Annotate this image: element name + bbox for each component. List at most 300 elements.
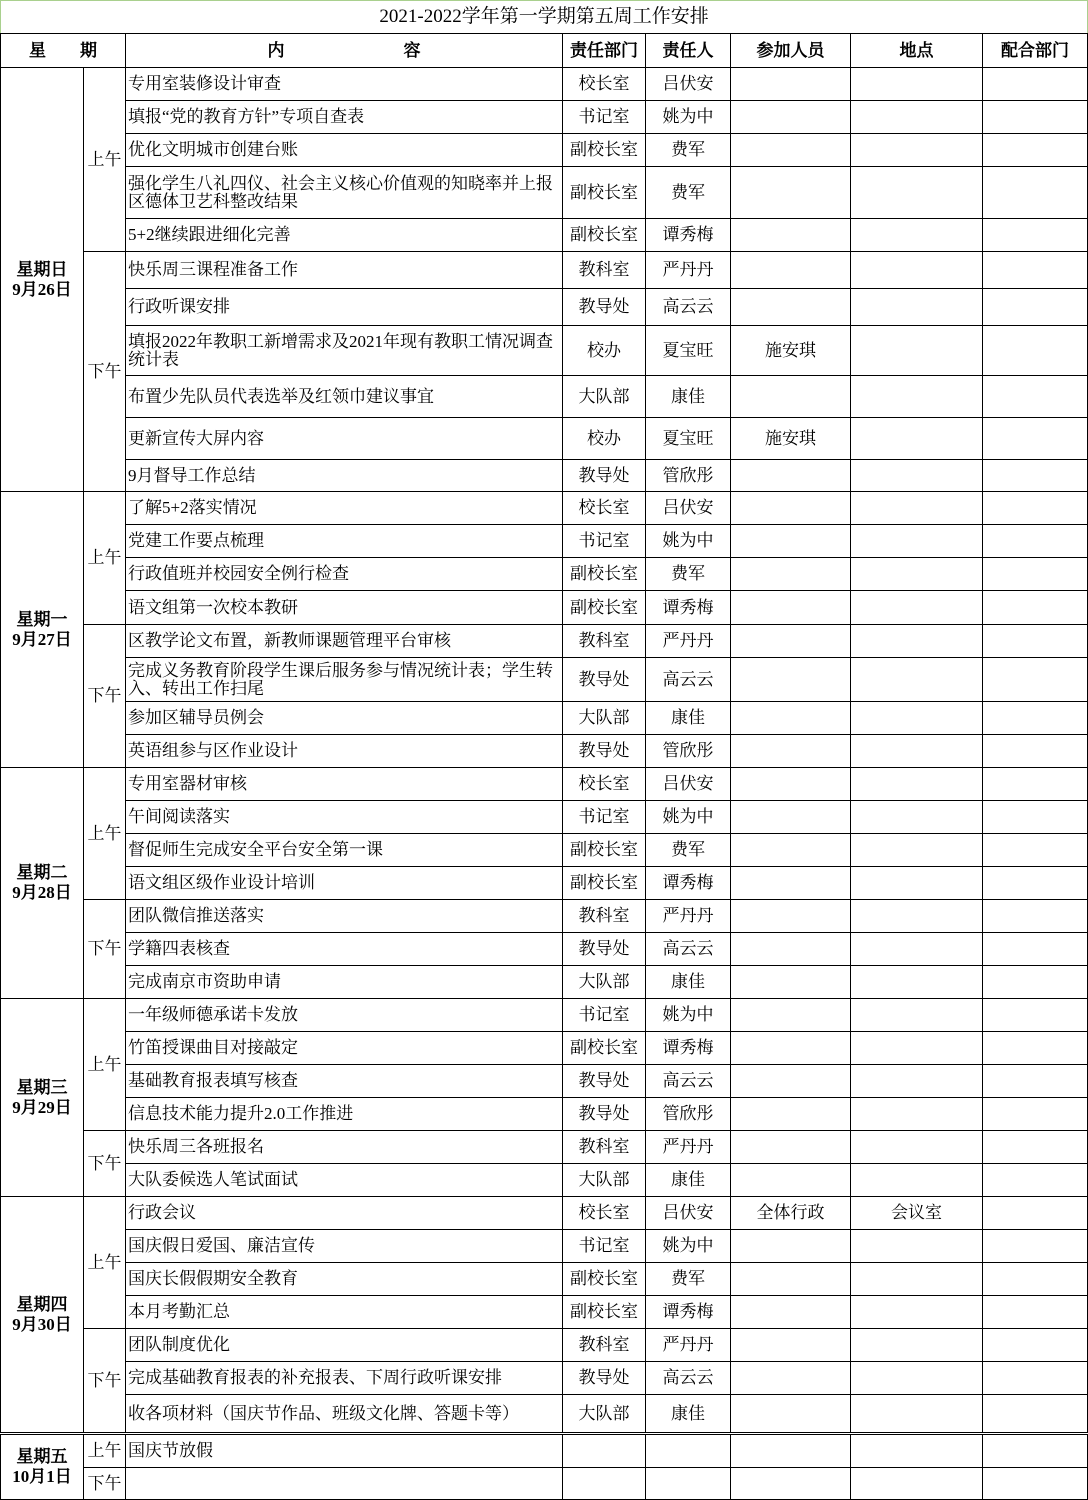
table-row	[1, 999, 1088, 1032]
task-participants	[731, 735, 851, 768]
task-content: 5+2继续跟进细化完善	[126, 219, 563, 252]
task-coop	[983, 134, 1088, 167]
task-coop	[983, 460, 1088, 492]
task-coop	[983, 558, 1088, 591]
task-participants	[731, 1263, 851, 1296]
task-dept: 教科室	[563, 1329, 646, 1362]
task-dept: 教导处	[563, 735, 646, 768]
task-content: 午间阅读落实	[126, 801, 563, 834]
task-content: 督促师生完成安全平台安全第一课	[126, 834, 563, 867]
table-row	[1, 1197, 1088, 1230]
table-row	[1, 134, 1088, 167]
task-person: 高云云	[646, 658, 731, 702]
task-participants	[731, 999, 851, 1032]
task-person: 管欣彤	[646, 735, 731, 768]
task-person: 高云云	[646, 933, 731, 966]
task-participants	[731, 1468, 851, 1500]
task-coop	[983, 1098, 1088, 1131]
task-location	[851, 625, 983, 658]
task-location	[851, 252, 983, 289]
task-participants	[731, 460, 851, 492]
task-location	[851, 1131, 983, 1164]
task-person: 吕伏安	[646, 68, 731, 101]
task-dept: 副校长室	[563, 167, 646, 219]
day-date: 9月30日	[12, 1314, 72, 1334]
task-participants	[731, 625, 851, 658]
task-coop	[983, 1032, 1088, 1065]
table-row	[1, 658, 1088, 702]
task-content: 国庆假日爱国、廉洁宣传	[126, 1230, 563, 1263]
task-content: 语文组区级作业设计培训	[126, 867, 563, 900]
table-row	[1, 1296, 1088, 1329]
task-dept: 教导处	[563, 289, 646, 326]
table-row	[1, 801, 1088, 834]
task-coop	[983, 289, 1088, 326]
day-cell	[1, 768, 84, 999]
task-dept: 书记室	[563, 999, 646, 1032]
task-coop	[983, 326, 1088, 376]
day-cell	[1, 68, 84, 492]
task-person: 严丹丹	[646, 1131, 731, 1164]
task-person: 康佳	[646, 1395, 731, 1434]
header-content: 内 容	[126, 34, 563, 68]
task-content: 布置少先队员代表选举及红领巾建议事宜	[126, 376, 563, 418]
task-location	[851, 1164, 983, 1197]
task-participants	[731, 1098, 851, 1131]
task-participants	[731, 768, 851, 801]
task-dept: 教导处	[563, 460, 646, 492]
task-participants	[731, 1329, 851, 1362]
task-content: 优化文明城市创建台账	[126, 134, 563, 167]
table-row	[1, 167, 1088, 219]
task-location	[851, 418, 983, 460]
task-participants	[731, 900, 851, 933]
task-dept: 教导处	[563, 658, 646, 702]
table-row	[1, 252, 1088, 289]
task-location	[851, 768, 983, 801]
task-location	[851, 834, 983, 867]
table-row	[1, 460, 1088, 492]
task-content	[126, 1468, 563, 1500]
period-cell: 下午	[84, 900, 126, 999]
header-day: 星 期	[1, 34, 126, 68]
task-coop	[983, 768, 1088, 801]
task-participants	[731, 591, 851, 625]
task-participants	[731, 376, 851, 418]
task-coop	[983, 1362, 1088, 1395]
task-person: 谭秀梅	[646, 867, 731, 900]
task-coop	[983, 1197, 1088, 1230]
header-participants: 参加人员	[731, 34, 851, 68]
task-participants	[731, 801, 851, 834]
task-dept: 教科室	[563, 252, 646, 289]
task-dept: 大队部	[563, 376, 646, 418]
task-content: 党建工作要点梳理	[126, 525, 563, 558]
task-content: 本月考勤汇总	[126, 1296, 563, 1329]
task-person: 高云云	[646, 1362, 731, 1395]
task-person	[646, 1468, 731, 1500]
task-participants	[731, 702, 851, 735]
task-participants	[731, 1131, 851, 1164]
table-row	[1, 966, 1088, 999]
table-row	[1, 1131, 1088, 1164]
task-location	[851, 1230, 983, 1263]
task-person: 吕伏安	[646, 768, 731, 801]
task-participants	[731, 1065, 851, 1098]
task-person: 费军	[646, 134, 731, 167]
period-cell: 下午	[84, 252, 126, 492]
task-content: 行政听课安排	[126, 289, 563, 326]
task-person: 高云云	[646, 289, 731, 326]
task-coop	[983, 933, 1088, 966]
task-participants	[731, 1395, 851, 1434]
header-coop: 配合部门	[983, 34, 1088, 68]
task-coop	[983, 1164, 1088, 1197]
task-location	[851, 460, 983, 492]
task-content: 填报“党的教育方针”专项自查表	[126, 101, 563, 134]
task-content: 填报2022年教职工新增需求及2021年现有教职工情况调查统计表	[126, 326, 563, 376]
task-content: 区教学论文布置，新教师课题管理平台审核	[126, 625, 563, 658]
task-person: 费军	[646, 558, 731, 591]
table-row	[1, 768, 1088, 801]
task-person: 高云云	[646, 1065, 731, 1098]
task-location	[851, 900, 983, 933]
task-location	[851, 525, 983, 558]
table-row	[1, 625, 1088, 658]
table-row	[1, 558, 1088, 591]
task-location	[851, 558, 983, 591]
header-dept: 责任部门	[563, 34, 646, 68]
task-content: 一年级师德承诺卡发放	[126, 999, 563, 1032]
task-dept: 校办	[563, 418, 646, 460]
task-participants	[731, 101, 851, 134]
period-cell: 上午	[84, 768, 126, 900]
task-dept: 书记室	[563, 801, 646, 834]
task-location	[851, 101, 983, 134]
table-row	[1, 376, 1088, 418]
task-dept: 教导处	[563, 1098, 646, 1131]
task-coop	[983, 658, 1088, 702]
task-dept: 副校长室	[563, 134, 646, 167]
task-location	[851, 1395, 983, 1434]
task-location	[851, 966, 983, 999]
task-content: 专用室装修设计审查	[126, 68, 563, 101]
task-person: 姚为中	[646, 101, 731, 134]
table-row	[1, 1032, 1088, 1065]
task-person: 费军	[646, 1263, 731, 1296]
task-content: 国庆节放假	[126, 1434, 563, 1468]
task-location	[851, 1434, 983, 1468]
task-participants: 全体行政	[731, 1197, 851, 1230]
task-location	[851, 1065, 983, 1098]
table-row	[1, 492, 1088, 525]
task-content: 大队委候选人笔试面试	[126, 1164, 563, 1197]
task-location	[851, 326, 983, 376]
task-location	[851, 801, 983, 834]
task-person: 费军	[646, 167, 731, 219]
table-row	[1, 1395, 1088, 1434]
task-participants	[731, 1296, 851, 1329]
task-coop	[983, 219, 1088, 252]
task-participants	[731, 134, 851, 167]
task-dept: 书记室	[563, 525, 646, 558]
task-location	[851, 735, 983, 768]
task-location	[851, 376, 983, 418]
task-participants	[731, 525, 851, 558]
task-participants	[731, 933, 851, 966]
period-cell: 上午	[84, 1197, 126, 1329]
header-person: 责任人	[646, 34, 731, 68]
task-dept: 副校长室	[563, 591, 646, 625]
task-participants	[731, 219, 851, 252]
task-dept: 大队部	[563, 966, 646, 999]
task-participants	[731, 658, 851, 702]
task-coop	[983, 418, 1088, 460]
task-participants	[731, 252, 851, 289]
table-row	[1, 326, 1088, 376]
task-content: 快乐周三课程准备工作	[126, 252, 563, 289]
task-coop	[983, 801, 1088, 834]
task-content: 完成基础教育报表的补充报表、下周行政听课安排	[126, 1362, 563, 1395]
task-content: 基础教育报表填写核查	[126, 1065, 563, 1098]
task-coop	[983, 900, 1088, 933]
task-participants	[731, 558, 851, 591]
task-dept: 教导处	[563, 933, 646, 966]
task-coop	[983, 101, 1088, 134]
table-row	[1, 1065, 1088, 1098]
task-content: 快乐周三各班报名	[126, 1131, 563, 1164]
task-content: 强化学生八礼四仪、社会主义核心价值观的知晓率并上报区德体卫艺科整改结果	[126, 167, 563, 219]
page-title: 2021-2022学年第一学期第五周工作安排	[1, 1, 1088, 34]
task-content: 了解5+2落实情况	[126, 492, 563, 525]
table-row	[1, 702, 1088, 735]
task-content: 团队微信推送落实	[126, 900, 563, 933]
table-row	[1, 867, 1088, 900]
task-dept: 校办	[563, 326, 646, 376]
task-coop	[983, 68, 1088, 101]
table-row	[1, 591, 1088, 625]
day-date: 9月29日	[12, 1097, 72, 1117]
table-row	[1, 68, 1088, 101]
task-dept: 校长室	[563, 492, 646, 525]
table-row	[1, 418, 1088, 460]
task-content: 语文组第一次校本教研	[126, 591, 563, 625]
table-row	[1, 219, 1088, 252]
task-dept: 副校长室	[563, 867, 646, 900]
task-person	[646, 1434, 731, 1468]
task-coop	[983, 1395, 1088, 1434]
task-location	[851, 702, 983, 735]
task-person: 谭秀梅	[646, 591, 731, 625]
task-coop	[983, 702, 1088, 735]
task-person: 康佳	[646, 702, 731, 735]
period-cell: 上午	[84, 492, 126, 625]
task-dept: 教科室	[563, 625, 646, 658]
table-row	[1, 1164, 1088, 1197]
task-content: 竹笛授课曲目对接敲定	[126, 1032, 563, 1065]
task-content: 信息技术能力提升2.0工作推进	[126, 1098, 563, 1131]
table-row	[1, 1098, 1088, 1131]
task-person: 谭秀梅	[646, 219, 731, 252]
task-dept: 副校长室	[563, 1263, 646, 1296]
task-person: 姚为中	[646, 1230, 731, 1263]
period-cell: 下午	[84, 1329, 126, 1434]
task-location: 会议室	[851, 1197, 983, 1230]
task-location	[851, 219, 983, 252]
table-row	[1, 1362, 1088, 1395]
task-person: 吕伏安	[646, 492, 731, 525]
task-coop	[983, 1434, 1088, 1468]
period-cell: 上午	[84, 68, 126, 252]
task-person: 谭秀梅	[646, 1032, 731, 1065]
table-row	[1, 735, 1088, 768]
day-name: 星期四	[16, 1294, 68, 1314]
task-content: 国庆长假假期安全教育	[126, 1263, 563, 1296]
task-content: 9月督导工作总结	[126, 460, 563, 492]
task-person: 夏宝旺	[646, 418, 731, 460]
task-content: 行政值班并校园安全例行检查	[126, 558, 563, 591]
task-coop	[983, 999, 1088, 1032]
task-dept: 大队部	[563, 702, 646, 735]
task-dept: 大队部	[563, 1395, 646, 1434]
task-dept	[563, 1434, 646, 1468]
task-coop	[983, 376, 1088, 418]
task-dept: 书记室	[563, 1230, 646, 1263]
header-location: 地点	[851, 34, 983, 68]
task-content: 完成南京市资助申请	[126, 966, 563, 999]
task-location	[851, 1329, 983, 1362]
task-location	[851, 1296, 983, 1329]
task-participants	[731, 1362, 851, 1395]
task-participants	[731, 1434, 851, 1468]
task-coop	[983, 966, 1088, 999]
day-date: 9月26日	[12, 279, 72, 299]
task-dept: 副校长室	[563, 834, 646, 867]
task-dept: 大队部	[563, 1164, 646, 1197]
day-name: 星期一	[16, 609, 68, 629]
task-location	[851, 999, 983, 1032]
task-person: 费军	[646, 834, 731, 867]
table-row	[1, 101, 1088, 134]
day-date: 9月28日	[12, 883, 72, 902]
task-dept: 副校长室	[563, 558, 646, 591]
table-row	[1, 933, 1088, 966]
task-coop	[983, 525, 1088, 558]
task-coop	[983, 1065, 1088, 1098]
task-location	[851, 68, 983, 101]
task-dept: 书记室	[563, 101, 646, 134]
task-location	[851, 289, 983, 326]
task-coop	[983, 867, 1088, 900]
task-location	[851, 492, 983, 525]
task-participants	[731, 68, 851, 101]
task-person: 康佳	[646, 1164, 731, 1197]
task-location	[851, 933, 983, 966]
table-row	[1, 1329, 1088, 1362]
task-content: 团队制度优化	[126, 1329, 563, 1362]
task-participants	[731, 867, 851, 900]
task-dept	[563, 1468, 646, 1500]
period-cell: 下午	[84, 1468, 126, 1500]
table-row	[1, 1263, 1088, 1296]
day-date: 10月1日	[12, 1467, 72, 1486]
table-row	[1, 1434, 1088, 1468]
task-dept: 教科室	[563, 900, 646, 933]
task-coop	[983, 1131, 1088, 1164]
task-coop	[983, 834, 1088, 867]
day-cell	[1, 1434, 84, 1500]
period-cell: 上午	[84, 1434, 126, 1468]
table-row	[1, 525, 1088, 558]
task-person: 姚为中	[646, 999, 731, 1032]
task-coop	[983, 1329, 1088, 1362]
task-person: 姚为中	[646, 801, 731, 834]
task-person: 管欣彤	[646, 460, 731, 492]
day-cell	[1, 492, 84, 768]
day-name: 星期三	[16, 1077, 68, 1097]
task-dept: 副校长室	[563, 1032, 646, 1065]
task-participants	[731, 1032, 851, 1065]
day-cell	[1, 999, 84, 1197]
table-row	[1, 289, 1088, 326]
task-location	[851, 1468, 983, 1500]
table-row	[1, 1468, 1088, 1500]
task-person: 谭秀梅	[646, 1296, 731, 1329]
task-coop	[983, 625, 1088, 658]
task-location	[851, 134, 983, 167]
period-cell: 上午	[84, 999, 126, 1131]
task-dept: 校长室	[563, 1197, 646, 1230]
task-location	[851, 591, 983, 625]
task-participants: 施安琪	[731, 326, 851, 376]
task-dept: 教科室	[563, 1131, 646, 1164]
table-row	[1, 834, 1088, 867]
task-coop	[983, 1230, 1088, 1263]
task-location	[851, 1032, 983, 1065]
table-row	[1, 1230, 1088, 1263]
task-dept: 教导处	[563, 1362, 646, 1395]
day-name: 星期二	[16, 863, 68, 882]
day-name: 星期日	[16, 259, 68, 279]
task-dept: 校长室	[563, 768, 646, 801]
task-coop	[983, 252, 1088, 289]
task-content: 参加区辅导员例会	[126, 702, 563, 735]
task-participants	[731, 492, 851, 525]
task-person: 夏宝旺	[646, 326, 731, 376]
task-participants	[731, 966, 851, 999]
task-content: 英语组参与区作业设计	[126, 735, 563, 768]
task-location	[851, 167, 983, 219]
period-cell: 下午	[84, 625, 126, 768]
task-coop	[983, 591, 1088, 625]
task-content: 收各项材料（国庆节作品、班级文化牌、答题卡等）	[126, 1395, 563, 1434]
task-person: 姚为中	[646, 525, 731, 558]
task-person: 康佳	[646, 376, 731, 418]
task-person: 严丹丹	[646, 1329, 731, 1362]
day-name: 星期五	[16, 1447, 68, 1466]
task-content: 学籍四表核查	[126, 933, 563, 966]
task-person: 严丹丹	[646, 625, 731, 658]
task-content: 完成义务教育阶段学生课后服务参与情况统计表；学生转入、转出工作扫尾	[126, 658, 563, 702]
task-location	[851, 1263, 983, 1296]
task-location	[851, 867, 983, 900]
task-content: 行政会议	[126, 1197, 563, 1230]
task-person: 管欣彤	[646, 1098, 731, 1131]
task-coop	[983, 735, 1088, 768]
task-dept: 教导处	[563, 1065, 646, 1098]
day-date: 9月27日	[12, 629, 72, 649]
task-dept: 副校长室	[563, 219, 646, 252]
